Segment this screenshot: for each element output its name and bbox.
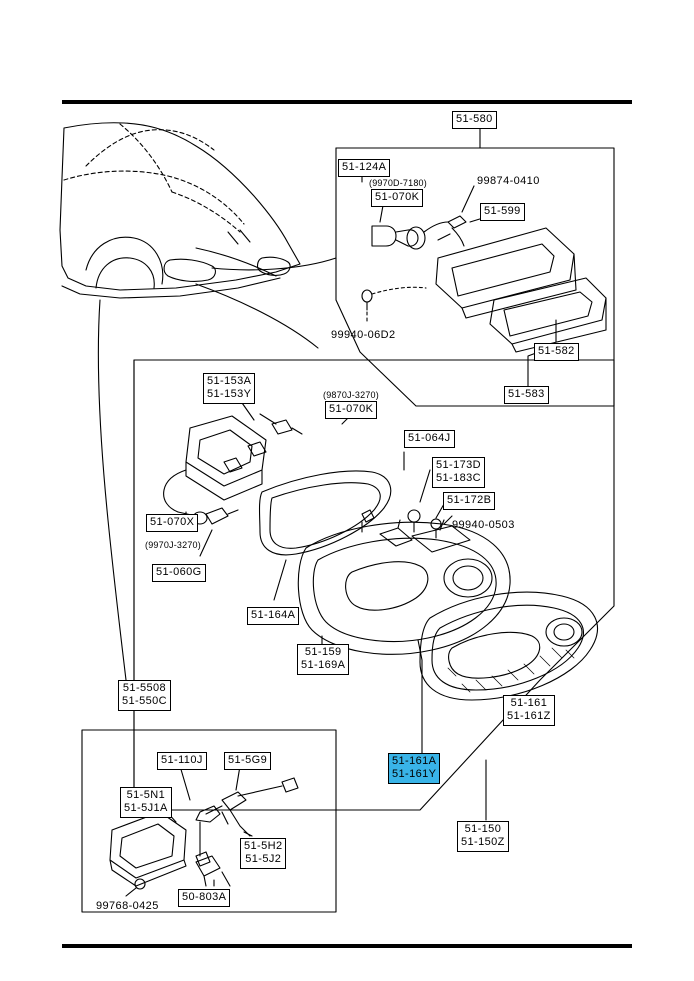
label-51-153A[interactable]: [203, 373, 255, 404]
label-line: 51-070X: [150, 516, 195, 528]
label-51-599[interactable]: [480, 203, 525, 221]
label-line: 51-124A: [342, 161, 387, 173]
label-line: 51-5508: [122, 682, 167, 694]
label-line: 51-582: [538, 345, 575, 357]
label-line: 50-803A: [182, 891, 227, 903]
text-99874-0410: 99874-0410: [477, 175, 540, 187]
label-line: 51-580: [456, 113, 493, 125]
label-line: 51-161A: [392, 755, 437, 767]
label-line: 51-064J: [408, 432, 451, 444]
label-51-064J[interactable]: [404, 430, 455, 448]
label-51-159[interactable]: [297, 644, 349, 675]
label-51-5H2[interactable]: [240, 838, 286, 869]
label-51-150[interactable]: [457, 821, 509, 852]
label-51-124A[interactable]: [338, 159, 390, 177]
text-9870J-3270: (9870J-3270): [323, 390, 379, 400]
label-line: 51-161Y: [392, 768, 437, 780]
label-line: 51-173D: [436, 459, 481, 471]
label-51-173D[interactable]: [432, 457, 485, 488]
label-line: 51-070K: [329, 403, 374, 415]
label-line: 51-5H2: [244, 840, 283, 852]
label-51-070K-top[interactable]: [371, 189, 423, 207]
label-line: 51-183C: [436, 472, 481, 484]
label-51-110J[interactable]: [157, 752, 207, 770]
label-line: 51-5G9: [228, 754, 268, 766]
label-line: 51-172B: [447, 494, 492, 506]
label-line: 51-159: [304, 646, 342, 658]
label-line: 51-070K: [375, 191, 420, 203]
bottom-rule: [62, 944, 632, 948]
label-line: 51-550C: [122, 695, 167, 707]
label-51-580[interactable]: [452, 111, 497, 129]
label-line: 51-583: [508, 388, 545, 400]
text-99940-0503: 99940-0503: [452, 519, 515, 531]
top-rule: [62, 100, 632, 104]
text-99940-06D2: 99940-06D2: [331, 329, 396, 341]
label-50-803A[interactable]: [178, 889, 230, 907]
label-line: 51-161Z: [507, 710, 551, 722]
text-99768-0425: 99768-0425: [96, 900, 159, 912]
label-line: 51-153Y: [207, 388, 252, 400]
label-line: 51-5N1: [126, 789, 166, 801]
label-line: 51-5J2: [245, 853, 282, 865]
label-51-161A-selected[interactable]: [388, 753, 440, 784]
text-9970D-7180: (9970D-7180): [369, 178, 427, 188]
label-51-583[interactable]: [504, 386, 549, 404]
label-51-070K-mid[interactable]: [325, 401, 377, 419]
label-51-172B[interactable]: [443, 492, 495, 510]
label-51-070X[interactable]: [146, 514, 198, 532]
label-line: 51-599: [484, 205, 521, 217]
text-9970J-3270: (9970J-3270): [145, 540, 201, 550]
label-51-5508[interactable]: [118, 680, 171, 711]
label-51-161-z[interactable]: [503, 695, 555, 726]
label-line: 51-5J1A: [124, 802, 168, 814]
label-line: 51-150Z: [461, 836, 505, 848]
label-line: 51-161: [510, 697, 548, 709]
label-line: 51-060G: [156, 566, 202, 578]
label-51-582[interactable]: [534, 343, 579, 361]
label-line: 51-164A: [251, 609, 296, 621]
label-51-5N1[interactable]: [120, 787, 172, 818]
label-51-060G[interactable]: [152, 564, 206, 582]
label-line: 51-110J: [161, 754, 203, 766]
label-line: 51-153A: [207, 375, 252, 387]
label-51-164A[interactable]: [247, 607, 299, 625]
label-line: 51-169A: [301, 659, 346, 671]
label-51-5G9[interactable]: [224, 752, 271, 770]
label-line: 51-150: [464, 823, 502, 835]
